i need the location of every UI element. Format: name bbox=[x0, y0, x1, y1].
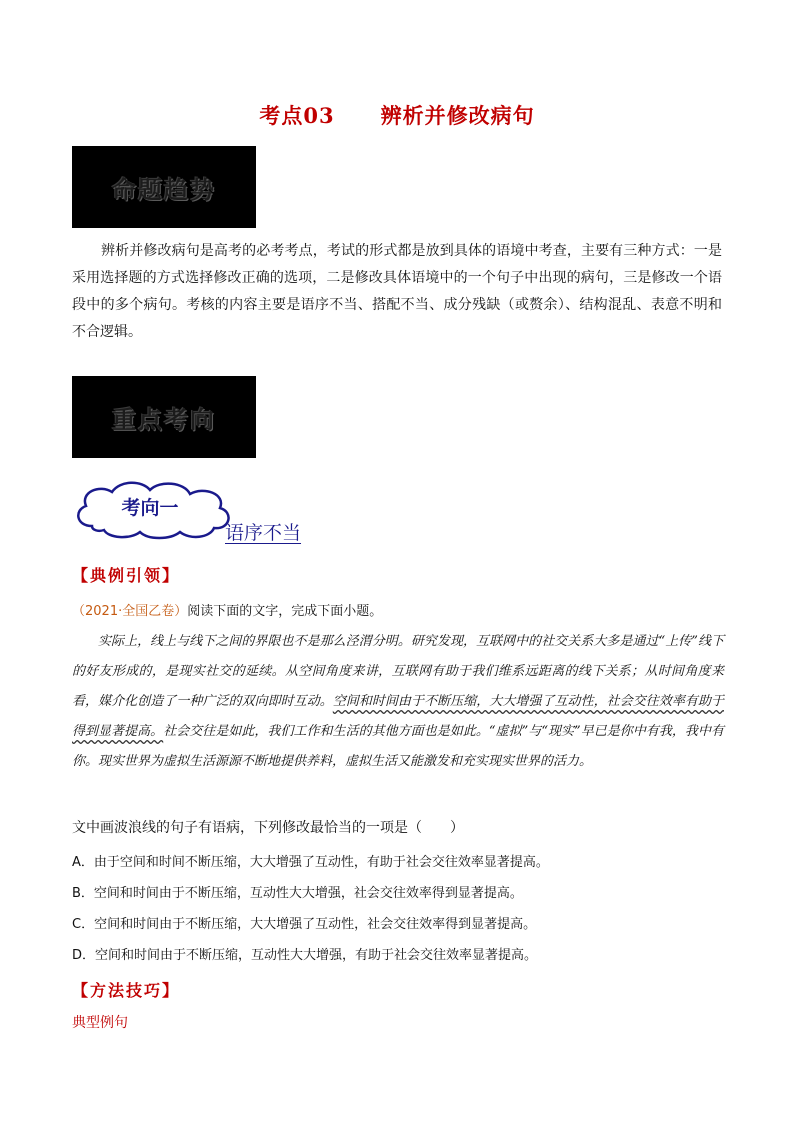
option-d: D．空间和时间由于不断压缩，互动性大大增强，有助于社会交往效率显著提高。 bbox=[72, 948, 538, 963]
page-title bbox=[0, 100, 794, 130]
trend-banner bbox=[72, 146, 256, 228]
direction-title: 语序不当 bbox=[225, 522, 302, 544]
direction-badge-label: 考向一 bbox=[121, 497, 179, 519]
title-code: 考点03 bbox=[259, 103, 335, 128]
option-a: A．由于空间和时间不断压缩，大大增强了互动性，有助于社会交往效率显著提高。 bbox=[72, 855, 549, 870]
typical-example-label: 典型例句 bbox=[72, 1015, 128, 1031]
question-text: 文中画波浪线的句子有语病，下列修改最恰当的一项是（ ） bbox=[72, 820, 464, 836]
exam-source: （2021·全国乙卷） bbox=[72, 604, 188, 619]
option-b: B．空间和时间由于不断压缩，互动性大大增强，社会交往效率得到显著提高。 bbox=[72, 886, 523, 901]
trend-banner-label: 命题趋势 bbox=[112, 174, 216, 204]
passage-wavy-sentence: 空间和时间由于不断压缩，大大增强了互动性，社会交往效率有助于得到显著提高。 bbox=[72, 694, 724, 739]
direction-badge bbox=[70, 476, 250, 542]
instruction-text: 阅读下面的文字，完成下面小题。 bbox=[187, 604, 383, 619]
title-text: 辨析并修改病句 bbox=[380, 103, 535, 128]
reading-passage bbox=[72, 627, 724, 777]
passage-after: 社会交往是如此，我们工作和生活的其他方面也是如此。“虚拟”与“现实”早已是你中有我，我中有你。现实世界为虚拟生活源源不断地提供养料，虚拟生活又能激发和充实现实世界的活力。 bbox=[72, 724, 724, 769]
option-c: C．空间和时间由于不断压缩，大大增强了互动性，社会交往效率得到显著提高。 bbox=[72, 917, 537, 932]
example-heading: 【典例引领】 bbox=[72, 566, 181, 585]
focus-banner-label: 重点考向 bbox=[112, 404, 216, 434]
source-line bbox=[72, 600, 382, 619]
passage-before: 实际上，线上与线下之间的界限也不是那么泾渭分明。研究发现，互联网中的社交关系大多是通过“上传”线下的好友形成的，是现实社交的延续。从空间角度来讲，互联网有助于我们维系远距离的线下关系；从时间角度来看，媒介化创造了一种广泛的双向即时互动。 bbox=[72, 634, 724, 709]
intro-paragraph: 辨析并修改病句是高考的必考考点，考试的形式都是放到具体的语境中考查，主要有三种方式：一是采用选择题的方式选择修改正确的选项，二是修改具体语境中的一个句子中出现的病句，三是修改一个语段中的多个病句。考核的内容主要是语序不当、搭配不当、成分残缺（或赘余）、结构混乱、表意不明和不合逻辑。 bbox=[72, 243, 722, 340]
method-heading: 【方法技巧】 bbox=[72, 981, 181, 1000]
focus-banner bbox=[72, 376, 256, 458]
